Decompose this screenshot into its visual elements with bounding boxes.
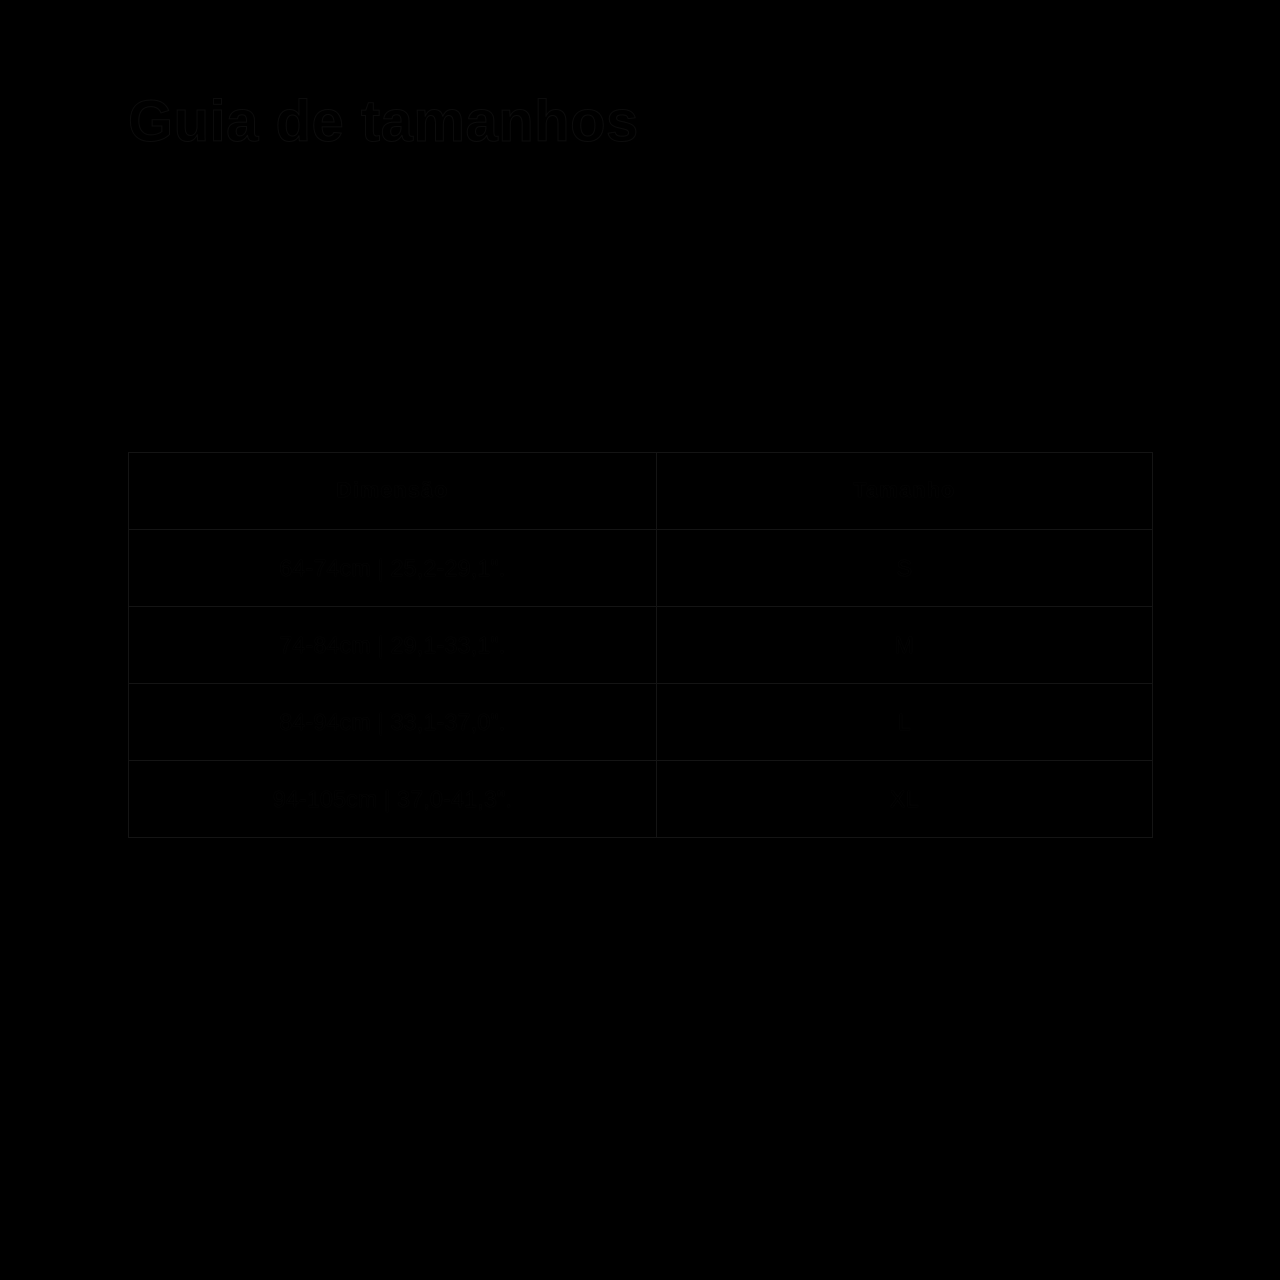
table-row [129, 761, 1153, 838]
cell-dimension: 84-94cm | 33,1-37,0". [129, 684, 657, 761]
table-row [129, 607, 1153, 684]
cell-size: M [657, 607, 1153, 684]
cell-dimension: 64-74cm | 25,2-29,1". [129, 530, 657, 607]
size-guide-table [128, 452, 1153, 838]
column-header-dimension: Dimensão [129, 453, 657, 530]
page-title: Guia de tamanhos [128, 89, 639, 154]
table-header-row [129, 453, 1153, 530]
cell-dimension: 94-105cm | 37,0-41,3". [129, 761, 657, 838]
cell-size: L [657, 684, 1153, 761]
table-row [129, 684, 1153, 761]
cell-size: S [657, 530, 1153, 607]
cell-size: XL [657, 761, 1153, 838]
table-row [129, 530, 1153, 607]
column-header-size: Tamanho [657, 453, 1153, 530]
cell-dimension: 74-84cm | 29,1-33,1". [129, 607, 657, 684]
